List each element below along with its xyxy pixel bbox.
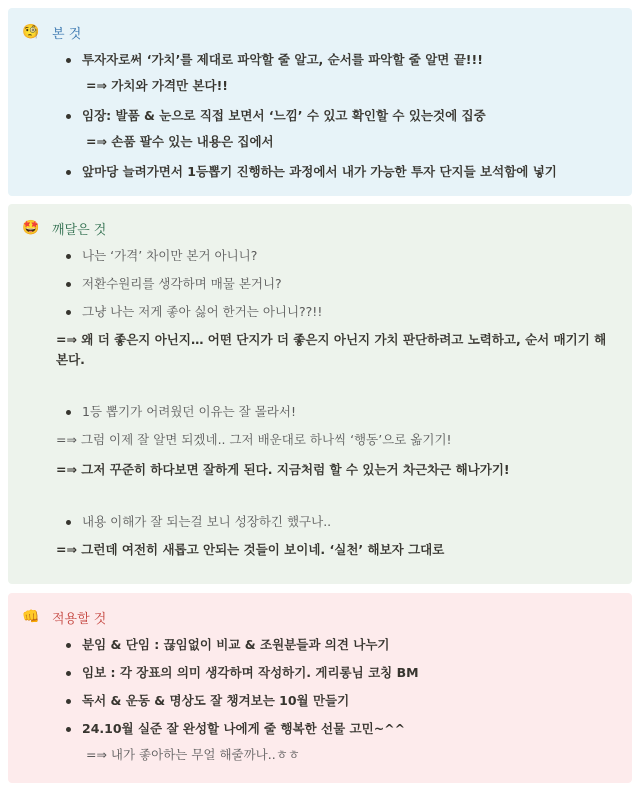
callout-title: 적용할 것 <box>52 611 107 627</box>
spacer <box>22 380 616 402</box>
list-item: 그냥 나는 저게 좋아 싫어 한거는 아니니??!! <box>22 302 616 322</box>
callout-seen <box>8 8 632 196</box>
callout-apply <box>8 593 632 783</box>
list-item: 임장: 발품 & 눈으로 직접 보면서 ‘느낌’ 수 있고 확인할 수 있는것에 집중 <box>22 106 616 126</box>
reflection-paragraph: =⇒ 그저 꾸준히 하다보면 잘하게 된다. 지금처럼 할 수 있는거 차근차근 해나가기! <box>56 462 510 477</box>
list-item: 임보 : 각 장표의 의미 생각하며 작성하기. 게리롱님 코칭 BM <box>22 663 616 683</box>
list-item: 분임 & 단임 : 끊임없이 비교 & 조원분들과 의견 나누기 <box>22 635 616 655</box>
sub-note: =⇒ 내가 좋아하는 무얼 해줄까나..ㅎㅎ <box>86 747 300 762</box>
callout-realized <box>8 204 632 584</box>
reflection-paragraph: =⇒ 그런데 여전히 새롭고 안되는 것들이 보이네. ‘실천’ 해보자 그대로 <box>56 542 445 557</box>
sub-note: =⇒ 손품 팔수 있는 내용은 집에서 <box>86 134 274 149</box>
list-item: 앞마당 늘려가면서 1등뽑기 진행하는 과정에서 내가 가능한 투자 단지들 보석함에 넣기 <box>22 162 616 182</box>
list-item: 24.10월 실준 잘 완성할 나에게 줄 행복한 선물 고민~^^ <box>22 719 616 739</box>
callout-title: 깨달은 것 <box>52 222 107 238</box>
star-struck-face-icon: 🤩 <box>22 220 40 236</box>
bullet-list <box>22 402 616 422</box>
bullet-list <box>22 635 616 739</box>
reflection-paragraph: =⇒ 그럼 이제 잘 알면 되겠네.. 그저 배운대로 하나씩 ‘행동’으로 옮기기! <box>56 432 452 447</box>
list-item: 저환수원리를 생각하며 매물 본거니? <box>22 274 616 294</box>
bullet-list <box>22 50 616 182</box>
sub-note: =⇒ 가치와 가격만 본다!! <box>86 78 229 93</box>
bullet-list <box>22 512 616 532</box>
callout-header <box>22 22 616 42</box>
list-item: 나는 ‘가격’ 차이만 본거 아니니? <box>22 246 616 266</box>
fist-bump-icon: 👊 <box>22 609 40 625</box>
spacer <box>22 490 616 512</box>
list-item: 투자자로써 ‘가치’를 제대로 파악할 줄 알고, 순서를 파악할 줄 알면 끝!!! <box>22 50 616 70</box>
callout-header <box>22 607 616 627</box>
list-item: 1등 뽑기가 어려웠던 이유는 잘 몰라서! <box>22 402 616 422</box>
reflection-paragraph: =⇒ 왜 더 좋은지 아닌지… 어떤 단지가 더 좋은지 아닌지 가치 판단하려고 노력하고, 순서 매기기 해본다. <box>56 332 607 367</box>
thinking-face-icon: 🧐 <box>22 24 40 40</box>
callout-title: 본 것 <box>52 26 82 42</box>
list-item: 내용 이해가 잘 되는걸 보니 성장하긴 했구나.. <box>22 512 616 532</box>
bullet-list <box>22 246 616 322</box>
callout-header <box>22 218 616 238</box>
list-item: 독서 & 운동 & 명상도 잘 챙겨보는 10월 만들기 <box>22 691 616 711</box>
